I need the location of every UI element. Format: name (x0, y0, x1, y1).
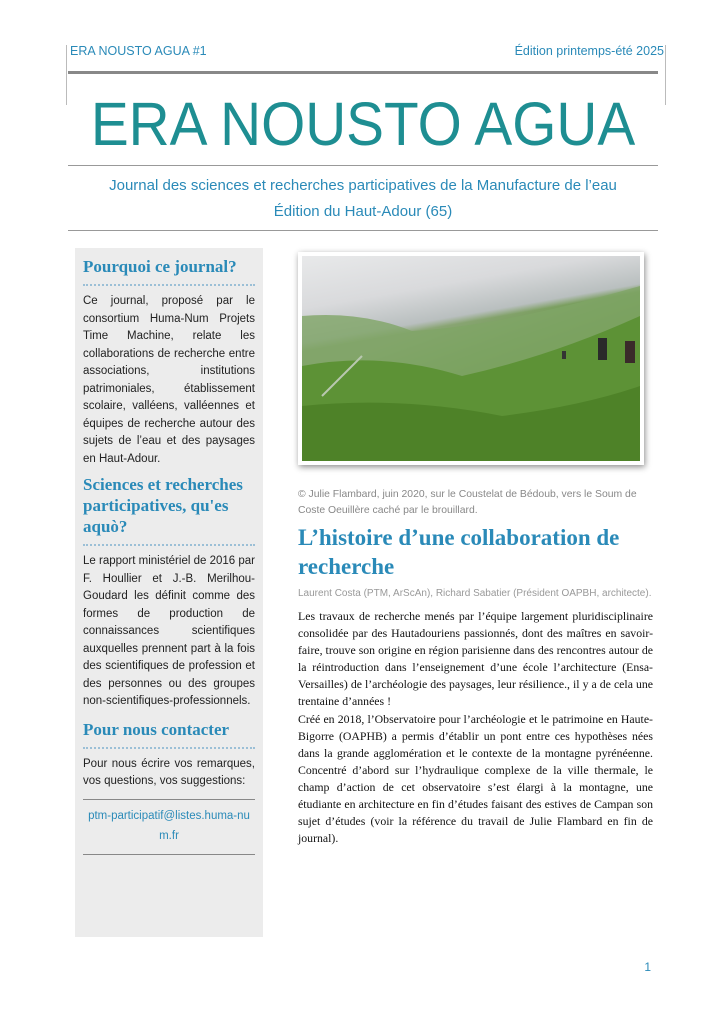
edition-label: Édition printemps-été 2025 (514, 44, 664, 58)
dotted-divider (83, 544, 255, 546)
contact-email-link[interactable]: ptm-participatif@listes.huma-num.fr (88, 809, 250, 842)
margin-line-right (665, 45, 666, 105)
article-authors: Laurent Costa (PTM, ArScAn), Richard Sabatier (Président OAPBH, architecte). (298, 588, 652, 599)
landscape-photo (298, 252, 644, 465)
sidebar (75, 248, 263, 937)
subtitle-edition: Édition du Haut-Adour (65) (273, 203, 453, 220)
paragraph: Créé en 2018, l’Observatoire pour l’archéologie et le patrimoine en Haute-Bigorre (OAPHB) a permis d’établir un pont entre ces hypothèses nées dans la grande agglomération et le contexte de la montagne pyrénéenne. Concentré d’abord sur l’hydraulique complexe de la ville thermale, le champ d’action de cet observatoire s’est élargi à la montagne, une étudiante en architecture en fin d’études faisant des estives de Campan son sujet d’études (voir la référence du travail de Julie Flambard en fin de journal). (298, 711, 653, 846)
article-title: L’histoire d’une collaboration de recherche (298, 525, 620, 579)
page-number: 1 (644, 960, 651, 974)
article-column (298, 487, 653, 847)
photo-caption: © Julie Flambard, juin 2020, sur le Coustelat de Bédoub, vers le Soum de Coste Oeuillère caché par le brouillard. (298, 489, 637, 516)
divider (68, 230, 658, 231)
sidebar-text-sciences: Le rapport ministériel de 2016 par F. Houllier et J.-B. Merilhou-Goudard les définit comme des formes de production de connaissances scientifiques auxquelles prennent part à la fois des scientifiques de profession et des personnes ou des groupes non-scientifiques-professionnels. (83, 555, 255, 707)
article-body (298, 608, 653, 847)
divider (68, 71, 658, 74)
dotted-divider (83, 747, 255, 749)
subtitle: Journal des sciences et recherches participatives de la Manufacture de l’eau (109, 177, 617, 194)
sidebar-heading-why: Pourquoi ce journal? (83, 257, 237, 276)
masthead-title: ERA NOUSTO AGUA (90, 90, 636, 158)
sidebar-heading-contact: Pour nous contacter (83, 719, 230, 739)
margin-line-left (66, 45, 67, 105)
dotted-divider (83, 284, 255, 286)
sidebar-heading-sciences: Sciences et recherches participatives, qu'es aquò? (83, 475, 243, 536)
divider (83, 799, 255, 800)
sidebar-text-why: Ce journal, proposé par le consortium Huma-Num Projets Time Machine, relate les collaborations de recherche entre associations, institutions patrimoniales, établissement scolaire, valléens, valléennes et équipes de recherche autour des sujets de l’eau et des paysages en Haut-Adour. (83, 295, 255, 465)
divider (68, 165, 658, 166)
paragraph: Les travaux de recherche menés par l’équipe largement pluridisciplinaire consolidée par des Hautadouriens passionnés, dont des maîtres en savoir-faire, trouve son origine en région parisienne dans des rencontres autour de la réintroduction dans l’enseignement d’une école l’architecture (Ensa- Versailles) de l’archéologie des paysages, leur résilience., il y a de cela une trentaine d’années ! (298, 609, 653, 709)
sidebar-text-contact: Pour nous écrire vos remarques, vos questions, vos suggestions: (83, 757, 255, 787)
mountain-landscape-image (302, 256, 640, 461)
divider (83, 854, 255, 855)
issue-label: ERA NOUSTO AGUA #1 (70, 44, 207, 58)
